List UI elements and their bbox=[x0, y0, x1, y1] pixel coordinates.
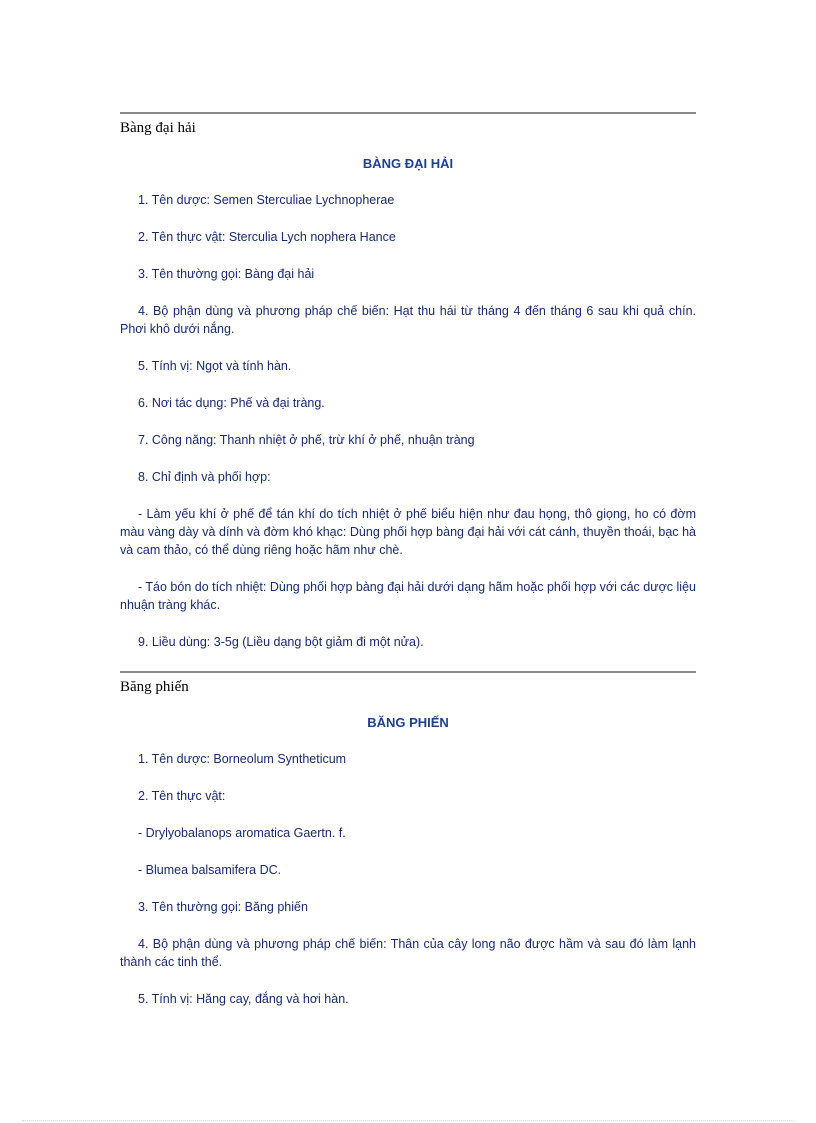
paragraph: - Táo bón do tích nhiệt: Dùng phối hợp bàng đại hải dưới dạng hãm hoặc phối hợp với các dược liệu nhuận tràng khác. bbox=[120, 580, 696, 612]
paragraph: 2. Tên thực vật: bbox=[138, 789, 226, 803]
paragraph: 8. Chỉ định và phối hợp: bbox=[138, 470, 271, 484]
paragraph: - Drylyobalanops aromatica Gaertn. f. bbox=[138, 826, 346, 840]
paragraph: 5. Tính vị: Ngọt và tính hàn. bbox=[138, 359, 292, 373]
paragraph: 5. Tính vị: Hăng cay, đắng và hơi hàn. bbox=[138, 992, 349, 1006]
paragraph: 1. Tên dược: Borneolum Syntheticum bbox=[138, 752, 347, 766]
section-divider bbox=[120, 671, 696, 673]
paragraph: - Blumea balsamifera DC. bbox=[138, 863, 282, 877]
paragraph: 4. Bộ phận dùng và phương pháp chế biến: Hạt thu hái từ tháng 4 đến tháng 6 sau khi quả chín. Phơi khô dưới nắng. bbox=[120, 304, 696, 336]
paragraph: 4. Bộ phận dùng và phương pháp chế biến: Thân của cây long não được hầm và sau đó làm lạnh thành các tinh thể. bbox=[120, 937, 696, 969]
paragraph: 1. Tên dược: Semen Sterculiae Lychnopherae bbox=[138, 193, 395, 207]
section-divider bbox=[120, 112, 696, 114]
section-title: Bàng đại hải bbox=[120, 120, 196, 136]
document-page bbox=[120, 112, 696, 1008]
section-heading: BĂNG PHIẾN bbox=[367, 715, 449, 730]
paragraph: - Làm yếu khí ở phế để tán khí do tích nhiệt ở phế biểu hiện như đau họng, thô giọng, ho có đờm màu vàng dày và dính và đờm khó khạc: Dùng phối hợp bàng đại hải với cát cánh, thuyền thoái, bạc hà và cam thảo, có thể dùng riêng hoặc hãm như chè. bbox=[120, 507, 696, 557]
section-title: Băng phiến bbox=[120, 679, 189, 695]
section-heading: BÀNG ĐẠI HẢI bbox=[362, 156, 454, 171]
paragraph: 9. Liều dùng: 3-5g (Liều dạng bột giảm đi một nửa). bbox=[138, 635, 424, 649]
paragraph: 3. Tên thường gọi: Băng phiến bbox=[138, 900, 308, 914]
paragraph: 3. Tên thường gọi: Bàng đại hải bbox=[138, 267, 315, 281]
paragraph: 2. Tên thực vật: Sterculia Lych nophera Hance bbox=[138, 230, 396, 244]
paragraph: 7. Công năng: Thanh nhiệt ở phế, trừ khí ở phế, nhuận tràng bbox=[138, 433, 475, 447]
paragraph: 6. Nơi tác dụng: Phế và đại tràng. bbox=[138, 396, 325, 410]
page-bottom-border bbox=[22, 1120, 794, 1121]
